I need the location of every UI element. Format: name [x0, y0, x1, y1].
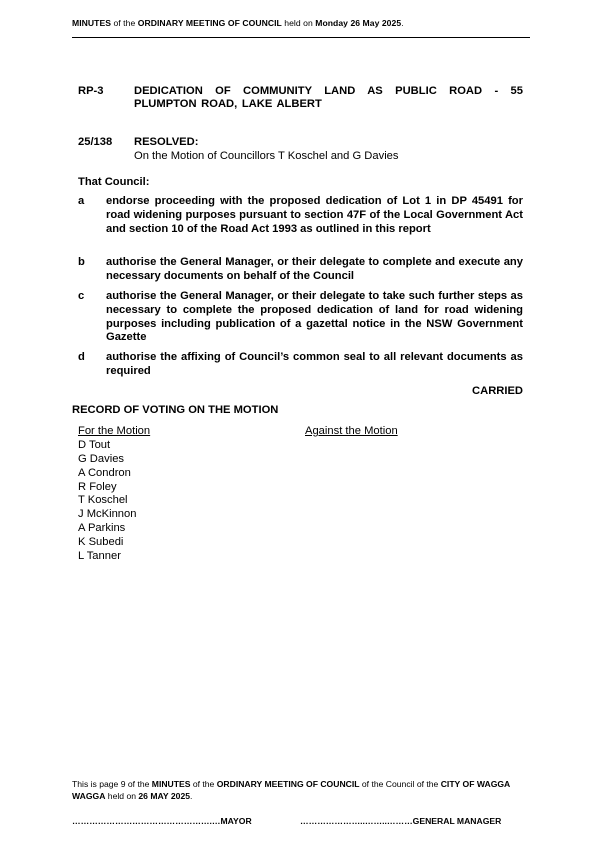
voter-name: K Subedi — [78, 535, 124, 548]
header-held-on: held on — [281, 18, 316, 28]
header-meeting: ORDINARY MEETING OF COUNCIL — [137, 18, 282, 28]
clause-d-text: authorise the affixing of Council’s common seal to all relevant documents as required — [106, 351, 523, 377]
footer-council-of: of the Council of the — [359, 779, 441, 789]
that-council: That Council: — [78, 176, 150, 188]
voter-name: R Foley — [78, 480, 117, 493]
resolution-label: RESOLVED: — [134, 136, 199, 148]
page-footer — [72, 779, 530, 802]
header-of-the: of the — [111, 18, 138, 28]
clause-b-text: authorise the General Manager, or their delegate to complete and execute any necessary documents on behalf of the Council — [106, 256, 523, 282]
footer-of-the: of the — [190, 779, 217, 789]
footer-period: . — [190, 790, 193, 801]
header-minutes: MINUTES — [72, 18, 112, 28]
header-rule — [72, 37, 530, 38]
clause-d-letter: d — [78, 351, 85, 363]
footer-minutes: MINUTES — [151, 779, 191, 789]
header-period: . — [401, 18, 404, 28]
for-motion-heading: For the Motion — [78, 425, 151, 437]
clause-c-letter: c — [78, 290, 85, 302]
resolution-motion: On the Motion of Councillors T Koschel and G Davies — [134, 150, 399, 162]
voter-name: A Condron — [78, 466, 131, 479]
footer-page-text: This is page 9 of the — [72, 779, 152, 789]
against-motion-heading: Against the Motion — [305, 425, 398, 437]
general-manager-signature-line: …………………..……..………GENERAL MANAGER — [300, 816, 502, 826]
clause-b-letter: b — [78, 256, 85, 268]
clause-a-text: endorse proceeding with the proposed dedication of Lot 1 in DP 45491 for road widening purposes pursuant to section 47F of the Local Government Act and section 10 of the Road Act 1993 as outlined in this report — [106, 195, 523, 235]
header-date: Monday 26 May 2025 — [315, 18, 402, 28]
voter-name: J McKinnon — [78, 508, 137, 521]
clause-c-text: authorise the General Manager, or their delegate to take such further steps as necessary to complete the proposed dedication of land for road widening purposes including publication of a gazettal notice in the NSW Government Gazette — [106, 290, 523, 344]
for-motion-list — [78, 439, 136, 564]
footer-city: CITY OF WAGGA WAGGA — [72, 779, 510, 801]
voting-record-heading: RECORD OF VOTING ON THE MOTION — [72, 404, 279, 416]
voter-name: T Koschel — [78, 494, 128, 507]
item-code: RP-3 — [78, 85, 104, 97]
footer-held-on: held on — [105, 790, 139, 801]
voter-name: A Parkins — [78, 522, 126, 535]
resolution-number: 25/138 — [78, 136, 113, 148]
footer-meeting: ORDINARY MEETING OF COUNCIL — [216, 779, 360, 789]
carried-label: CARRIED — [472, 385, 523, 397]
voter-name: L Tanner — [78, 549, 121, 562]
voter-name: G Davies — [78, 452, 125, 465]
voter-name: D Tout — [78, 439, 111, 451]
clause-a-letter: a — [78, 195, 85, 207]
page-header — [72, 18, 530, 28]
mayor-signature-line: ………………………………………….…MAYOR — [72, 816, 252, 826]
footer-date: 26 MAY 2025 — [138, 790, 191, 801]
item-title: DEDICATION OF COMMUNITY LAND AS PUBLIC ROAD - 55 PLUMPTON ROAD, LAKE ALBERT — [134, 85, 523, 110]
